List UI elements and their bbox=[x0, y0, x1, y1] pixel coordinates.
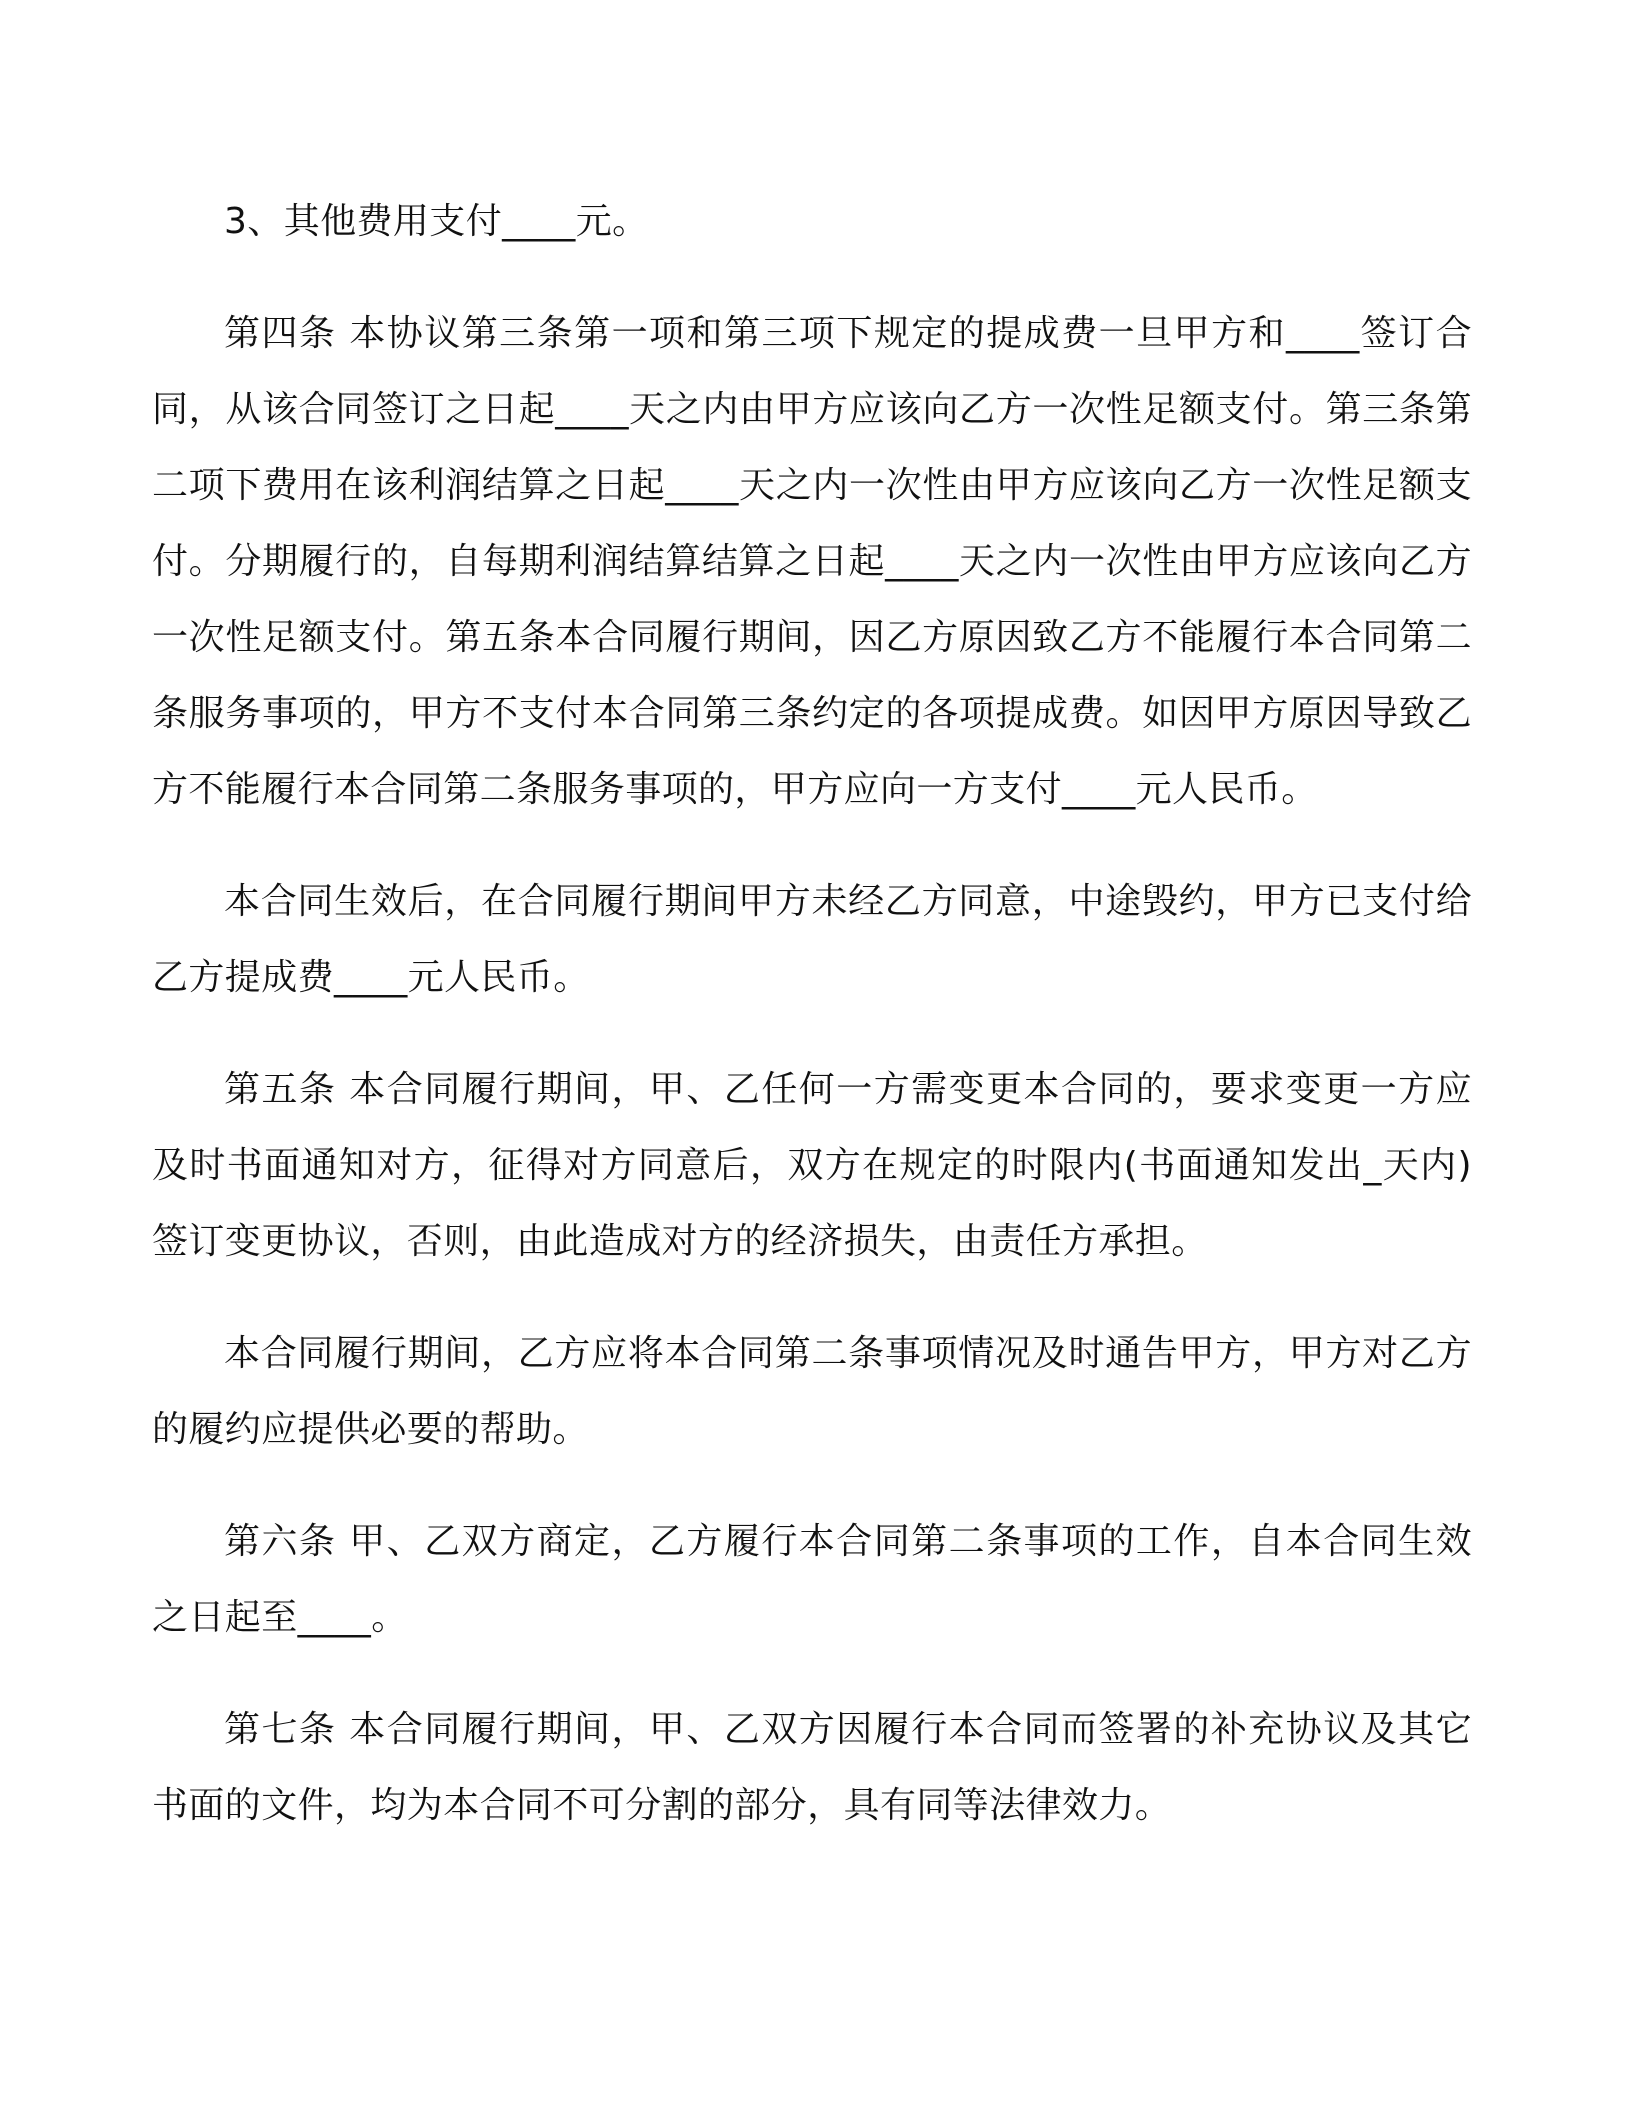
paragraph-breach-commission: 本合同生效后，在合同履行期间甲方未经乙方同意，中途毁约，甲方已支付给乙方提成费____元人民币。 bbox=[152, 881, 1472, 998]
paragraph-article-7: 第七条 本合同履行期间，甲、乙双方因履行本合同而签署的补充协议及其它书面的文件，均为本合同不可分割的部分，具有同等法律效力。 bbox=[152, 1709, 1472, 1826]
paragraph-article-6: 第六条 甲、乙双方商定，乙方履行本合同第二条事项的工作，自本合同生效之日起至____。 bbox=[152, 1521, 1472, 1638]
paragraph-article-4: 第四条 本协议第三条第一项和第三项下规定的提成费一旦甲方和____签订合同，从该合同签订之日起____天之内由甲方应该向乙方一次性足额支付。第三条第二项下费用在该利润结算之日起____天之内一次性由甲方应该向乙方一次性足额支付。分期履行的，自每期利润结算结算之日起____天之内一次性由甲方应该向乙方一次性足额支付。第五条本合同履行期间，因乙方原因致乙方不能履行本合同第二条服务事项的，甲方不支付本合同第三条约定的各项提成费。如因甲方原因导致乙方不能履行本合同第二条服务事项的，甲方应向一方支付____元人民币。 bbox=[152, 313, 1472, 810]
paragraph-other-fees: 3、其他费用支付____元。 bbox=[224, 201, 649, 242]
paragraph-article-5: 第五条 本合同履行期间，甲、乙任何一方需变更本合同的，要求变更一方应及时书面通知对方，征得对方同意后，双方在规定的时限内(书面通知发出_天内)签订变更协议，否则，由此造成对方的经济损失，由责任方承担。 bbox=[152, 1069, 1472, 1262]
document-body bbox=[152, 184, 1472, 1844]
paragraph-notification: 本合同履行期间，乙方应将本合同第二条事项情况及时通告甲方，甲方对乙方的履约应提供必要的帮助。 bbox=[152, 1333, 1472, 1450]
